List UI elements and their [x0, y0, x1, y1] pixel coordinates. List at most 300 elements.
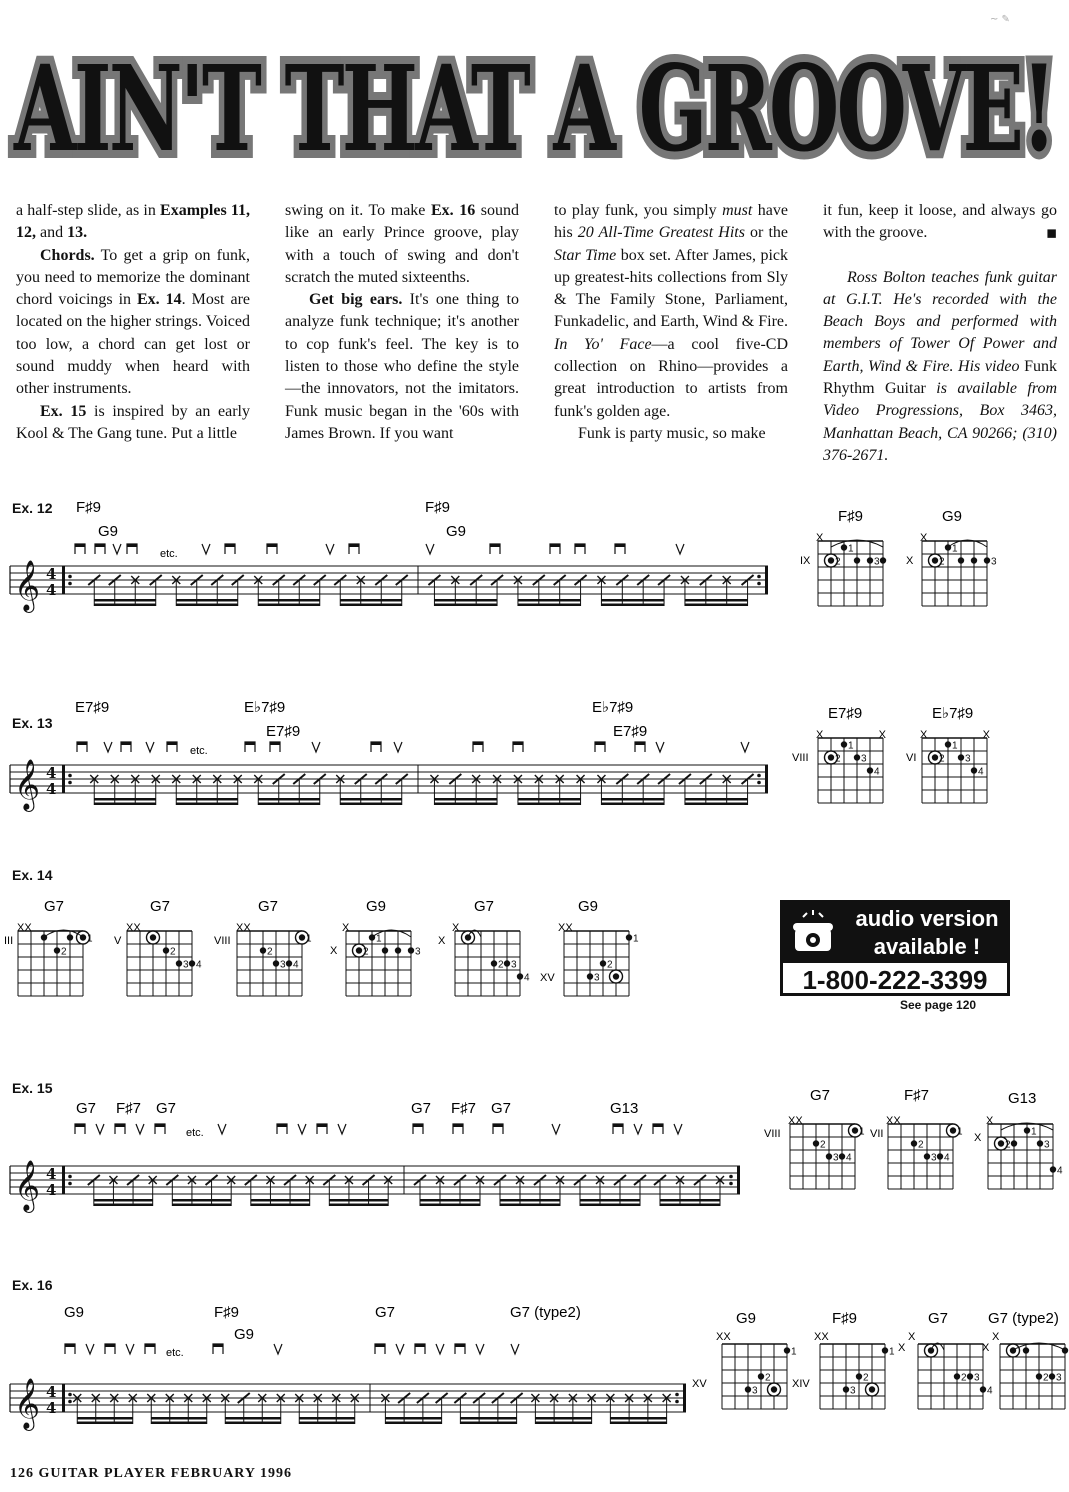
finger-dot [1050, 1166, 1056, 1172]
beam [518, 604, 581, 607]
repeat-end-barline [683, 1384, 686, 1412]
finger-number: 1 [376, 933, 382, 945]
time-signature-top: 4 [46, 1165, 57, 1183]
ad-phone-number[interactable]: 1-800-222-3399 [802, 965, 988, 995]
fret-number: III [4, 935, 14, 947]
beam [535, 1422, 591, 1425]
beam [258, 604, 320, 607]
chord-symbol: E♭7♯9 [592, 699, 634, 716]
finger-number: 1 [306, 933, 312, 945]
finger-dot [1010, 1347, 1016, 1353]
diagram-name: G7 [44, 898, 65, 915]
finger-number: 2 [607, 959, 613, 971]
finger-dot [826, 1153, 832, 1159]
beam [460, 1417, 516, 1420]
finger-number: 1 [957, 1126, 963, 1138]
finger-dot [911, 1140, 917, 1146]
muted-strings: X [452, 922, 460, 934]
downstroke-bar [415, 1344, 425, 1347]
finger-dot [856, 1373, 862, 1379]
ex13-staff [10, 759, 768, 812]
finger-dot [1024, 1127, 1030, 1133]
time-signature-top: 4 [46, 764, 57, 782]
finger-dot [882, 1347, 888, 1353]
fret-number: VIII [764, 1128, 781, 1140]
beam [340, 604, 402, 607]
finger-number: 3 [861, 753, 867, 765]
chord-diagram-g9-x [330, 898, 421, 996]
repeat-dot [68, 1393, 72, 1397]
diagram-name: G9 [578, 898, 599, 915]
beam [94, 1199, 153, 1202]
chord-diagram-g9-xv-ex16 [692, 1310, 797, 1409]
chord-symbol: F♯7 [451, 1100, 477, 1117]
beam [94, 798, 156, 801]
beam [518, 599, 581, 602]
beam [434, 798, 497, 801]
finger-number: 2 [863, 1372, 869, 1384]
chord-symbol: G7 [76, 1100, 97, 1117]
finger-dot [163, 947, 169, 953]
downstroke-bar [575, 544, 585, 547]
treble-clef-icon: 𝄞 [14, 1378, 41, 1429]
chord-symbol: G7 [375, 1304, 396, 1321]
upstroke-icon [338, 1124, 346, 1134]
upstroke-icon [298, 1124, 306, 1134]
upstroke-icon [136, 1124, 144, 1134]
ex15-chord-symbols [76, 1100, 638, 1139]
diagram-name: G7 [928, 1310, 949, 1327]
finger-number: 3 [974, 1372, 980, 1384]
treble-clef-icon: 𝄞 [14, 1160, 41, 1211]
finger-dot [843, 1386, 849, 1392]
fret-number: VIII [792, 752, 809, 764]
fret-number: XIV [792, 1378, 810, 1390]
finger-dot [958, 557, 964, 563]
beam [685, 599, 748, 602]
downstroke-bar [105, 1344, 115, 1347]
finger-dot [880, 557, 886, 563]
beam [176, 604, 238, 607]
see-page-note: See page 120 [900, 998, 977, 1012]
upstroke-icon [552, 1124, 560, 1134]
beam [340, 798, 402, 801]
finger-number: 1 [952, 740, 958, 752]
beam [610, 1422, 666, 1425]
finger-number: 3 [1044, 1139, 1050, 1151]
finger-number: 4 [293, 959, 299, 971]
beam [176, 803, 238, 806]
downstroke-bar [270, 742, 280, 745]
upstroke-icon [146, 742, 154, 752]
diagram-name: G7 [474, 898, 495, 915]
downstroke-bar [127, 544, 137, 547]
beam [420, 1199, 480, 1202]
downstroke-bar [167, 742, 177, 745]
diagram-name: G13 [1008, 1090, 1037, 1107]
beam [601, 803, 664, 806]
fret-number: XV [540, 972, 555, 984]
finger-number: 2 [1043, 1372, 1049, 1384]
upstroke-icon [674, 1124, 682, 1134]
fret-number: VII [870, 1128, 884, 1140]
chord-diagram-eflat7sharp9 [906, 705, 991, 803]
diagram-name: F♯9 [838, 508, 864, 525]
diagram-name: G9 [942, 508, 963, 525]
finger-dot [299, 934, 305, 940]
beam [258, 803, 320, 806]
downstroke-bar [613, 1124, 623, 1127]
finger-number: 3 [1056, 1372, 1062, 1384]
finger-dot [828, 754, 834, 760]
beam [299, 1422, 355, 1425]
muted-strings: X [986, 1115, 994, 1127]
upstroke-icon [426, 544, 434, 554]
finger-number: 3 [183, 959, 189, 971]
finger-dot [465, 934, 471, 940]
upstroke-icon [741, 742, 749, 752]
finger-number: 3 [931, 1152, 937, 1164]
finger-number: 3 [850, 1385, 856, 1397]
finger-number: 4 [944, 1152, 950, 1164]
finger-number: 2 [61, 946, 67, 958]
finger-number: 1 [889, 1346, 895, 1358]
chord-diagram-g13 [974, 1090, 1063, 1189]
downstroke-bar [225, 544, 235, 547]
chord-diagram-g7-viii-ex15 [764, 1087, 865, 1189]
repeat-dot [675, 1400, 679, 1404]
repeat-end-barline [737, 1166, 740, 1194]
example-label-14: Ex. 14 [12, 867, 53, 883]
repeat-start-barline [62, 566, 65, 594]
downstroke-bar [513, 742, 523, 745]
finger-dot [356, 947, 362, 953]
finger-dot [854, 754, 860, 760]
repeat-dot [68, 1175, 72, 1179]
finger-number: 4 [874, 766, 880, 778]
downstroke-bar [371, 742, 381, 745]
beam [580, 1199, 640, 1202]
repeat-dot [729, 1182, 733, 1186]
upstroke-icon [326, 544, 334, 554]
finger-dot [54, 947, 60, 953]
downstroke-bar [277, 1124, 287, 1127]
chord-symbol: G7 [491, 1100, 512, 1117]
downstroke-bar [375, 1344, 385, 1347]
finger-dot [971, 767, 977, 773]
finger-number: 2 [498, 959, 504, 971]
muted-strings: XX [236, 922, 251, 934]
finger-number: 1 [87, 933, 93, 945]
chord-symbol: G7 [411, 1100, 432, 1117]
downstroke-bar [95, 544, 105, 547]
finger-dot [937, 1153, 943, 1159]
audio-version-ad[interactable] [780, 900, 1010, 996]
beam [685, 803, 748, 806]
paragraph: to play funk, you simply must have his 20 All-Time Greatest Hits or the Star Time box set. After James, pick up greatest-hits collections from Sly & The Family Stone, Parliament, Funkadelic, and Earth, Wind & Fire. In Yo' Face—a cool five-CD collection on Rhino—provides a great introduction to artists from funk's golden age. [554, 202, 789, 420]
chord-diagram-g7-type2 [982, 1310, 1069, 1409]
beam [500, 1204, 560, 1207]
finger-dot [869, 1386, 875, 1392]
time-signature-top: 4 [46, 565, 57, 583]
beam [94, 803, 156, 806]
chord-diagram-e7sharp9 [792, 705, 887, 803]
finger-dot [587, 973, 593, 979]
upstroke-icon [218, 1124, 226, 1134]
etc-marking: etc. [166, 1347, 184, 1359]
finger-number: 2 [1005, 1139, 1011, 1151]
fret-number: X [898, 1342, 906, 1354]
finger-dot [958, 754, 964, 760]
finger-dot [971, 557, 977, 563]
muted-strings: X [816, 532, 824, 544]
diagram-name: G7 (type2) [988, 1310, 1059, 1327]
muted-strings: X X [920, 729, 990, 741]
chord-symbol: F♯9 [425, 499, 451, 516]
beam [580, 1204, 640, 1207]
downstroke-bar [145, 1344, 155, 1347]
beam [94, 1204, 153, 1207]
downstroke-bar [77, 742, 87, 745]
ex15-staff [10, 1160, 740, 1213]
beam [610, 1417, 666, 1420]
finger-number: 3 [511, 959, 517, 971]
repeat-start-barline [62, 1384, 65, 1412]
fret-number: X [906, 555, 914, 567]
finger-dot [1062, 1347, 1068, 1353]
repeat-dot [757, 582, 761, 586]
finger-dot [932, 754, 938, 760]
treble-clef-icon: 𝄞 [14, 759, 41, 810]
finger-dot [813, 1140, 819, 1146]
chord-symbol: G9 [98, 523, 119, 540]
finger-number: 1 [848, 543, 854, 555]
chord-symbol: G9 [234, 1326, 255, 1343]
repeat-start-barline [62, 765, 65, 793]
beam [94, 604, 156, 607]
finger-dot [395, 947, 401, 953]
downstroke-bar [413, 1124, 423, 1127]
finger-dot [841, 544, 847, 550]
upstroke-icon [86, 1344, 94, 1354]
time-signature-top: 4 [46, 1383, 57, 1401]
beam [340, 599, 402, 602]
beam [172, 1199, 231, 1202]
beam [535, 1417, 591, 1420]
finger-number: 3 [833, 1152, 839, 1164]
finger-dot [828, 557, 834, 563]
repeat-dot [68, 1182, 72, 1186]
beam [685, 604, 748, 607]
fret-number: X [982, 1342, 990, 1354]
muted-strings: X [920, 532, 928, 544]
downstroke-bar [615, 544, 625, 547]
author-bio: Ross Bolton teaches funk guitar at G.I.T. He's recorded with the Beach Boys and performed with members of Tower Of Power and Earth, Wind & Fire. His video Funk Rhythm Guitar is available from Video Progressions, Box 3463, Manhattan Beach, CA 90266; (310) 376-2671. [823, 268, 1058, 464]
beam [329, 1199, 388, 1202]
ad-line-1: audio version [855, 906, 999, 931]
downstroke-bar [653, 1124, 663, 1127]
beam [434, 599, 497, 602]
upstroke-icon [96, 1124, 104, 1134]
finger-number: 2 [918, 1139, 924, 1151]
diagram-name: G7 [150, 898, 171, 915]
finger-dot [491, 960, 497, 966]
chord-symbol: E7♯9 [613, 723, 648, 740]
muted-strings: X X [816, 729, 886, 741]
finger-dot [67, 934, 73, 940]
fret-number: IX [800, 555, 811, 567]
finger-dot [980, 1386, 986, 1392]
finger-number: 4 [1057, 1165, 1063, 1177]
finger-dot [260, 947, 266, 953]
finger-dot [1011, 1140, 1017, 1146]
finger-number: 1 [859, 1126, 865, 1138]
example-label-16: Ex. 16 [12, 1277, 53, 1293]
finger-number: 2 [835, 556, 841, 568]
finger-number: 1 [848, 740, 854, 752]
diagram-name: G9 [366, 898, 387, 915]
etc-marking: etc. [186, 1127, 204, 1139]
chord-diagram-g7-x [438, 898, 530, 996]
finger-dot [176, 960, 182, 966]
downstroke-bar [75, 544, 85, 547]
finger-dot [967, 1373, 973, 1379]
finger-dot [382, 947, 388, 953]
fret-number: X [330, 945, 338, 957]
finger-dot [286, 960, 292, 966]
chord-symbol: E♭7♯9 [244, 699, 286, 716]
upstroke-icon [312, 742, 320, 752]
repeat-dot [68, 575, 72, 579]
upstroke-icon [676, 544, 684, 554]
upstroke-icon [113, 544, 121, 554]
muted-strings: X [908, 1331, 916, 1343]
etc-marking: etc. [190, 745, 208, 757]
time-signature-bottom: 4 [46, 1399, 57, 1417]
beam [176, 599, 238, 602]
ex16-staff [10, 1378, 686, 1431]
muted-strings: XX [814, 1331, 829, 1343]
upstroke-icon [656, 742, 664, 752]
finger-number: 2 [835, 753, 841, 765]
finger-number: 3 [874, 556, 880, 568]
headline-text: AIN'T THAT A GROOVE! [13, 39, 1055, 178]
beam [258, 599, 320, 602]
finger-dot [771, 1386, 777, 1392]
finger-number: 2 [765, 1372, 771, 1384]
chord-symbol: F♯9 [214, 1304, 240, 1321]
repeat-dot [675, 1393, 679, 1397]
muted-strings: XX [716, 1331, 731, 1343]
beam [601, 599, 664, 602]
repeat-dot [757, 774, 761, 778]
ad-line-2: available ! [873, 934, 981, 959]
finger-number: 1 [952, 543, 958, 555]
ex15-pick-strokes [75, 1124, 682, 1134]
finger-dot [758, 1373, 764, 1379]
diagram-name: G7 [258, 898, 279, 915]
repeat-dot [729, 1175, 733, 1179]
finger-dot [932, 557, 938, 563]
fret-number: VIII [214, 935, 231, 947]
downstroke-bar [155, 1124, 165, 1127]
downstroke-bar [317, 1124, 327, 1127]
upstroke-icon [202, 544, 210, 554]
beam [172, 1204, 231, 1207]
finger-number: 3 [752, 1385, 758, 1397]
beam [258, 798, 320, 801]
finger-dot [841, 741, 847, 747]
fret-number: X [438, 935, 446, 947]
chord-diagram-g7-iii [4, 898, 93, 996]
finger-dot [273, 960, 279, 966]
example-label-12: Ex. 12 [12, 500, 53, 516]
muted-strings: X [992, 1331, 1000, 1343]
beam [77, 1422, 133, 1425]
muted-strings: XX [558, 922, 573, 934]
downstroke-bar [490, 544, 500, 547]
downstroke-bar [121, 742, 131, 745]
beam [94, 599, 156, 602]
time-signature-bottom: 4 [46, 780, 57, 798]
beam [660, 1204, 720, 1207]
upstroke-icon [476, 1344, 484, 1354]
downstroke-bar [595, 742, 605, 745]
upstroke-icon [274, 1344, 282, 1354]
chord-diagram-g7-v [114, 898, 202, 996]
telephone-icon [789, 909, 837, 957]
chord-symbol: E7♯9 [75, 699, 110, 716]
paragraph-ex15: Ex. 15 is inspired by an early Kool & The Gang tune. Put a little [16, 402, 250, 442]
finger-number: 2 [363, 946, 369, 958]
beam [434, 803, 497, 806]
repeat-end-barline [765, 566, 768, 594]
finger-number: 4 [846, 1152, 852, 1164]
etc-marking: etc. [160, 548, 178, 560]
upstroke-icon [126, 1344, 134, 1354]
beam [151, 1417, 207, 1420]
finger-number: 3 [965, 753, 971, 765]
downstroke-bar [349, 544, 359, 547]
finger-dot [954, 1373, 960, 1379]
finger-dot [1036, 1373, 1042, 1379]
finger-dot [784, 1347, 790, 1353]
finger-number: 1 [1031, 1126, 1037, 1138]
repeat-start-barline [62, 1166, 65, 1194]
repeat-dot [757, 781, 761, 785]
chord-diagram-fsharp9-xiv [792, 1310, 895, 1409]
repeat-dot [68, 781, 72, 785]
repeat-end-barline [765, 765, 768, 793]
chord-diagram-g9 [906, 508, 997, 606]
paragraph: a half-step slide, as in Examples 11, 12, and 13. [16, 202, 250, 242]
finger-number: 4 [987, 1385, 993, 1397]
paragraph-chords: Chords. To get a grip on funk, you need to memorize the dominant chord voicings in Ex. 14. Most are located on the higher strings. Voiced too low, a chord can get lost or sound muddy when heard with other instruments. [16, 246, 251, 398]
ex13-pick-strokes [77, 742, 749, 752]
chord-diagram-fsharp9 [800, 508, 886, 606]
ex12-chord-symbols [76, 499, 466, 560]
upstroke-icon [394, 742, 402, 752]
fret-number: VI [906, 752, 917, 764]
downstroke-bar [245, 742, 255, 745]
finger-dot [950, 1127, 956, 1133]
beam [434, 604, 497, 607]
paragraph-big-ears: Get big ears. It's one thing to analyze funk technique; it's another to cop funk's feel. The key is to listen to those who define the style—the innovators, not the imitators. Funk music began in the '60s with James Brown. If you want [285, 291, 519, 442]
chord-symbol: G13 [610, 1100, 639, 1117]
finger-dot [613, 973, 619, 979]
paragraph: swing on it. To make Ex. 16 sound like an early Prince groove, play with a touch of swing and don't scratch the muted sixteenths. [285, 202, 520, 286]
finger-number: 3 [594, 972, 600, 984]
